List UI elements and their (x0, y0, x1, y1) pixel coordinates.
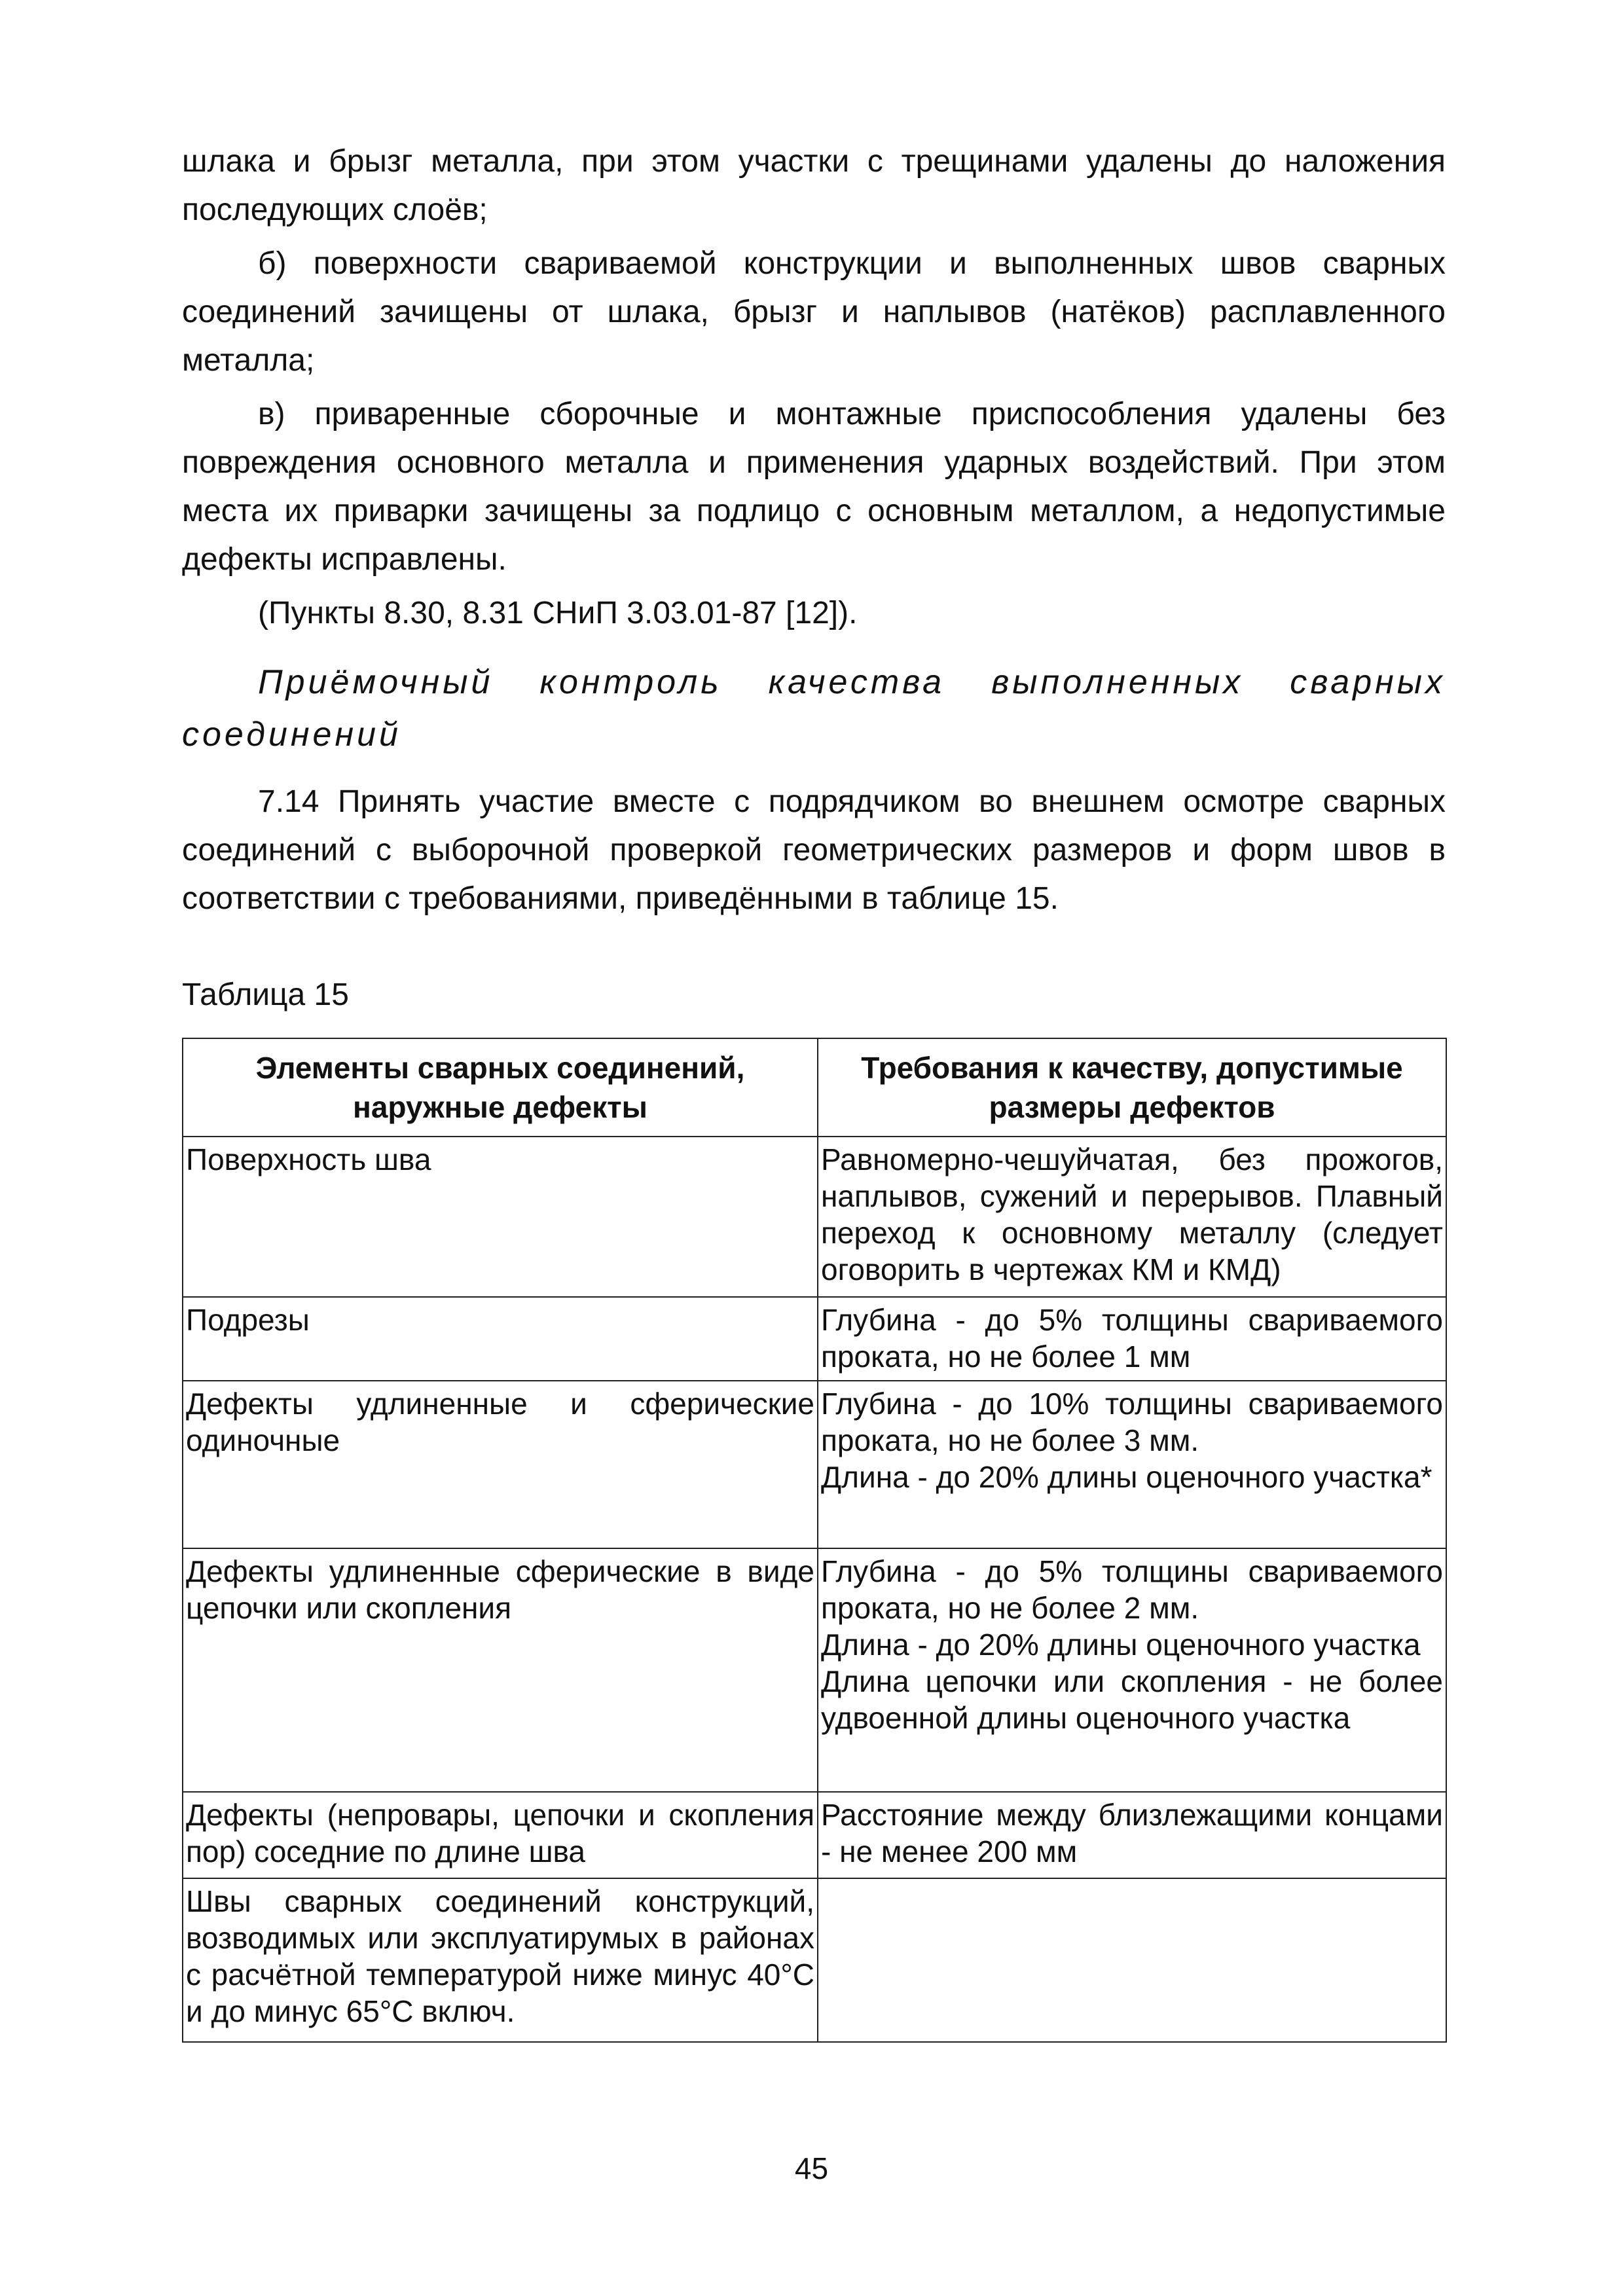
cell-element: Подрезы (183, 1297, 818, 1381)
header-requirements: Требования к качеству, допустимые размеры дефектов (818, 1038, 1446, 1137)
cell-requirement (818, 1381, 1446, 1548)
requirement-line: Длина - до 20% длины оценочного участка* (821, 1460, 1432, 1494)
table-row (183, 1297, 1446, 1381)
requirement-line: Длина цепочки или скопления - не более удвоенной длины оценочного участка (821, 1664, 1443, 1735)
requirement-line: Глубина - до 5% толщины свариваемого проката, но не более 2 мм. (821, 1554, 1443, 1625)
table-row (183, 1381, 1446, 1548)
requirement-line: Глубина - до 5% толщины свариваемого проката, но не более 1 мм (821, 1303, 1443, 1374)
table-row (183, 1137, 1446, 1297)
paragraph-continuation: шлака и брызг металла, при этом участки с трещинами удалены до наложения последующих слоёв; (182, 144, 1446, 227)
table-caption: Таблица 15 (182, 977, 349, 1012)
table-row (183, 1878, 1446, 2042)
section-heading: Приёмочный контроль качества выполненных сварных соединений (182, 663, 1446, 754)
requirement-line: Равномерно-чешуйчатая, без прожогов, наплывов, сужений и перерывов. Плавный переход к основному металлу (следует оговорить в чертежах КМ и КМД) (821, 1142, 1443, 1286)
requirement-line: Расстояние между близлежащими концами - не менее 200 мм (821, 1798, 1443, 1868)
cell-requirement (818, 1792, 1446, 1878)
page-number: 45 (794, 2151, 829, 2185)
header-elements: Элементы сварных соединений, наружные дефекты (183, 1038, 818, 1137)
cell-requirement (818, 1878, 1446, 2042)
paragraph-item-b: б) поверхности свариваемой конструкции и выполненных швов сварных соединений зачищены от шлака, брызг и наплывов (натёков) расплавленного металла; (182, 246, 1446, 378)
cell-element: Поверхность шва (183, 1137, 818, 1297)
table-row (183, 1792, 1446, 1878)
requirement-line: Глубина - до 10% толщины свариваемого проката, но не более 3 мм. (821, 1387, 1443, 1457)
cell-requirement (818, 1297, 1446, 1381)
table-row (183, 1548, 1446, 1792)
paragraph-reference: (Пункты 8.30, 8.31 СНиП 3.03.01-87 [12]). (258, 596, 858, 630)
cell-requirement (818, 1137, 1446, 1297)
cell-element: Дефекты удлиненные сферические в виде цепочки или скопления (183, 1548, 818, 1792)
body-text (182, 137, 1446, 923)
paragraph-item-v: в) приваренные сборочные и монтажные приспособления удалены без повреждения основного металла и применения ударных воздействий. При этом места их приварки зачищены за подлицо с основным металлом, а недопустимые дефекты исправлены. (182, 397, 1446, 577)
cell-requirement (818, 1548, 1446, 1792)
paragraph-7-14: 7.14 Принять участие вместе с подрядчиком во внешнем осмотре сварных соединений с выборочной проверкой геометрических размеров и форм швов в соответствии с требованиями, приведёнными в таблице 15. (182, 784, 1446, 916)
requirement-line: Длина - до 20% длины оценочного участка (821, 1628, 1421, 1662)
cell-element: Дефекты удлиненные и сферические одиночные (183, 1381, 818, 1548)
cell-element: Швы сварных соединений конструкций, возводимых или эксплуатирумых в районах с расчётной температурой ниже минус 40°С и до минус 65°С включ. (183, 1878, 818, 2042)
cell-element: Дефекты (непровары, цепочки и скопления пор) соседние по длине шва (183, 1792, 818, 1878)
table-header-row (183, 1038, 1446, 1137)
defects-table (182, 1038, 1447, 2043)
